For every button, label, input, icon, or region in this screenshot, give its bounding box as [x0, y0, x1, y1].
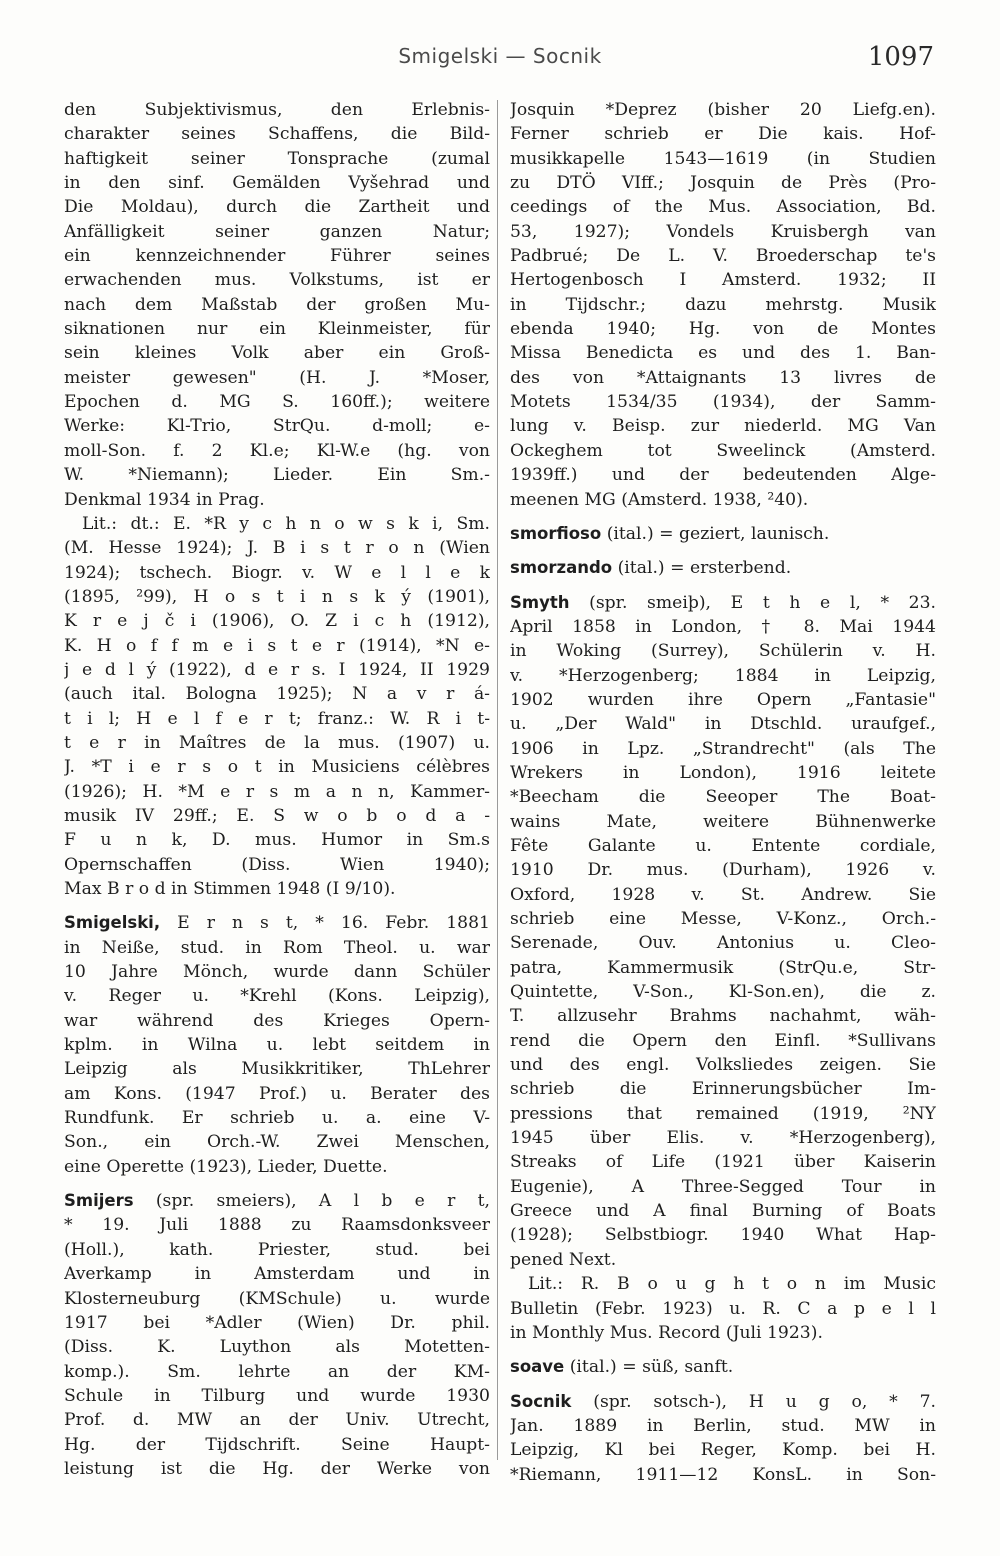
- line-text: (M. Hesse 1924); J. B i s t r o n (Wien: [64, 538, 490, 559]
- line-text: 1902 wurden ihre Opern „Fantasie": [510, 689, 936, 710]
- text-line: [510, 907, 936, 931]
- text-line: [64, 609, 490, 633]
- line-text: kplm. in Wilna u. lebt seitdem in: [64, 1035, 490, 1056]
- text-line: [510, 317, 936, 341]
- text-line: [510, 712, 936, 736]
- line-text: (spr. smeiers), A l b e r t,: [155, 1191, 490, 1212]
- line-text: 1906 in Lpz. „Strandrecht" (als The: [510, 738, 936, 759]
- line-text: t e r in Maîtres de la mus. (1907) u.: [64, 732, 490, 753]
- entry-headword: soave: [510, 1357, 565, 1377]
- text-line: [64, 877, 490, 901]
- line-text: 1945 über Elis. v. *Herzogenberg),: [510, 1128, 936, 1149]
- text-line: [510, 737, 936, 761]
- running-head: Smigelski — Socnik: [398, 44, 602, 68]
- text-line: [510, 1463, 936, 1487]
- text-line: [64, 1287, 490, 1311]
- text-line: [64, 1384, 490, 1408]
- text-line: [510, 414, 936, 438]
- text-line: [64, 1130, 490, 1154]
- line-text: Schule in Tilburg und wurde 1930: [64, 1385, 490, 1406]
- text-line: [510, 785, 936, 809]
- entry-headword: smorzando: [510, 558, 613, 578]
- line-text: haftigkeit seiner Tonsprache (zumal: [64, 148, 490, 169]
- line-text: in Neiße, stud. in Rom Theol. u. war: [64, 937, 490, 958]
- line-text: Greece und A final Burning of Boats: [510, 1201, 936, 1222]
- text-line: [64, 98, 490, 122]
- text-line: [64, 1262, 490, 1286]
- text-line: [510, 1414, 936, 1438]
- right-column: [510, 98, 936, 1518]
- line-text: April 1858 in London, † 8. Mai 1944: [510, 616, 936, 637]
- line-text: Anfälligkeit seiner ganzen Natur;: [64, 221, 490, 242]
- line-text: ebenda 1940; Hg. von de Montes: [510, 319, 936, 340]
- text-line: [510, 341, 936, 365]
- line-text: siknationen nur ein Kleinmeister, für: [64, 319, 490, 340]
- text-line: [64, 1009, 490, 1033]
- line-text: J. *T i e r s o t in Musiciens célèbres: [64, 757, 490, 778]
- line-text: Quintette, V-Son., Kl-Son.en), die z.: [510, 982, 936, 1003]
- line-text: (ital.) = geziert, launisch.: [606, 523, 830, 544]
- line-text: erwachenden mus. Volkstums, ist er: [64, 270, 490, 291]
- line-text: E r n s t, * 16. Febr. 1881: [177, 913, 490, 934]
- line-text: musikkapelle 1543—1619 (in Studien: [510, 148, 936, 169]
- entry-gap: [510, 512, 936, 522]
- text-line: [510, 268, 936, 292]
- text-line: [64, 293, 490, 317]
- line-text: Oxford, 1928 v. St. Andrew. Sie: [510, 884, 936, 905]
- line-text: Son., ein Orch.-W. Zwei Menschen,: [64, 1132, 490, 1153]
- text-line: [510, 244, 936, 268]
- line-text: eine Operette (1923), Lieder, Duette.: [64, 1156, 388, 1177]
- text-line: [64, 341, 490, 365]
- text-line: [510, 1004, 936, 1028]
- text-line: [510, 1053, 936, 1077]
- text-line: [64, 195, 490, 219]
- text-line: [64, 463, 490, 487]
- text-line: [510, 761, 936, 785]
- line-text: Fête Galante u. Entente cordiale,: [510, 835, 936, 856]
- line-text: Werke: Kl-Trio, StrQu. d-moll; e-: [64, 416, 490, 437]
- entry-gap: [510, 1345, 936, 1355]
- line-text: war während des Krieges Opern-: [64, 1010, 490, 1031]
- text-line: [510, 883, 936, 907]
- left-column: [64, 98, 490, 1518]
- line-text: musik IV 29ff.; E. S w o b o d a -: [64, 805, 490, 826]
- line-text: Ferner schrieb er Die kais. Hof-: [510, 124, 936, 145]
- entry-headword-line: [64, 1189, 490, 1213]
- text-line: [510, 1102, 936, 1126]
- line-text: nach dem Maßstab der großen Mu-: [64, 294, 490, 315]
- line-text: Hertogenbosch I Amsterd. 1932; II: [510, 270, 936, 291]
- line-text: Padbrué; De L. V. Broederschap te's: [510, 246, 936, 267]
- entry-gap: [64, 901, 490, 911]
- text-line: [64, 414, 490, 438]
- line-text: v. *Herzogenberg; 1884 in Leipzig,: [510, 665, 936, 686]
- text-line: [64, 317, 490, 341]
- entry-gap: [510, 546, 936, 556]
- text-line: [510, 1272, 936, 1296]
- text-line: [510, 195, 936, 219]
- text-line: [64, 853, 490, 877]
- text-line: [64, 1106, 490, 1130]
- entry-headword-line: [510, 1390, 936, 1414]
- text-line: [64, 122, 490, 146]
- line-text: in Tijdschr.; dazu mehrstg. Musik: [510, 294, 936, 315]
- text-line: [64, 1311, 490, 1335]
- line-text: pened Next.: [510, 1249, 617, 1270]
- line-text: Rundfunk. Er schrieb u. a. eine V-: [64, 1108, 490, 1129]
- text-line: [64, 780, 490, 804]
- line-text: Klosterneuburg (KMSchule) u. wurde: [64, 1288, 490, 1309]
- line-text: Hg. der Tijdschrift. Seine Haupt-: [64, 1434, 490, 1455]
- text-line: [510, 1175, 936, 1199]
- text-line: [510, 1248, 936, 1272]
- text-line: [64, 984, 490, 1008]
- line-text: (1926); H. *M e r s m a n n, Kammer-: [64, 781, 490, 802]
- text-line: [510, 1077, 936, 1101]
- text-line: [510, 956, 936, 980]
- text-line: [64, 147, 490, 171]
- line-text: 10 Jahre Mönch, wurde dann Schüler: [64, 962, 490, 983]
- text-line: [510, 439, 936, 463]
- line-text: (spr. sotsch-), H u g o, * 7.: [593, 1391, 936, 1412]
- line-text: K r e j č i (1906), O. Z i c h (1912),: [64, 611, 490, 632]
- text-line: [64, 512, 490, 536]
- line-text: Die Moldau), durch die Zartheit und: [64, 197, 490, 218]
- text-line: [510, 1126, 936, 1150]
- line-text: (1895, ²99), H o s t i n s k ý (1901),: [64, 586, 490, 607]
- text-line: [64, 707, 490, 731]
- entry-headword-line: [64, 911, 490, 935]
- text-line: [64, 268, 490, 292]
- line-text: Leipzig als Musikkritiker, ThLehrer: [64, 1059, 490, 1080]
- line-text: schrieb die Erinnerungsbücher Im-: [510, 1079, 936, 1100]
- text-line: [64, 755, 490, 779]
- line-text: ein kennzeichnender Führer seines: [64, 246, 490, 267]
- line-text: Bulletin (Febr. 1923) u. R. C a p e l l: [510, 1298, 936, 1319]
- line-text: * 19. Juli 1888 zu Raamsdonksveer: [64, 1215, 490, 1236]
- text-line: [64, 731, 490, 755]
- line-text: wains Mate, weitere Bühnenwerke: [510, 811, 936, 832]
- text-line: [510, 1223, 936, 1247]
- line-text: (Holl.), kath. Priester, stud. bei: [64, 1239, 490, 1260]
- text-line: [64, 1457, 490, 1481]
- entry-gap: [510, 581, 936, 591]
- line-text: (Diss. K. Luython als Motetten-: [64, 1337, 490, 1358]
- line-text: komp.). Sm. lehrte an der KM-: [64, 1361, 490, 1382]
- line-text: ceedings of the Mus. Association, Bd.: [510, 197, 936, 218]
- text-line: [64, 1033, 490, 1057]
- line-text: Epochen d. MG S. 160ff.); weitere: [64, 392, 490, 413]
- line-text: schrieb eine Messe, V-Konz., Orch.-: [510, 909, 936, 929]
- line-text: (ital.) = süß, sanft.: [569, 1357, 734, 1378]
- text-line: [64, 658, 490, 682]
- line-text: und des engl. Volksliedes zeigen. Sie: [510, 1055, 936, 1076]
- text-line: [64, 171, 490, 195]
- line-text: pressions that remained (1919, ²NY: [510, 1103, 936, 1124]
- entry-headword-line: [510, 522, 936, 546]
- line-text: Denkmal 1934 in Prag.: [64, 489, 265, 510]
- column-divider: [497, 100, 498, 1460]
- text-line: [510, 834, 936, 858]
- entry-gap: [64, 1179, 490, 1189]
- line-text: Missa Benedicta es und des 1. Ban-: [510, 343, 936, 364]
- text-line: [510, 931, 936, 955]
- line-text: Serenade, Ouv. Antonius u. Cleo-: [510, 933, 936, 954]
- line-text: u. „Der Wald" in Dtschld. uraufgef.,: [510, 714, 936, 735]
- text-line: [510, 390, 936, 414]
- line-text: Ockeghem tot Sweelinck (Amsterd.: [510, 440, 936, 461]
- text-line: [510, 615, 936, 639]
- line-text: Streaks of Life (1921 über Kaiserin: [510, 1152, 936, 1173]
- line-text: Eugenie), A Three-Segged Tour in: [510, 1176, 936, 1197]
- line-text: 1910 Dr. mus. (Durham), 1926 v.: [510, 860, 936, 881]
- text-line: [510, 366, 936, 390]
- line-text: Jan. 1889 in Berlin, stud. MW in: [510, 1415, 936, 1436]
- line-text: den Subjektivismus, den Erlebnis-: [64, 100, 490, 120]
- text-line: [64, 244, 490, 268]
- text-line: [64, 1155, 490, 1179]
- entry-headword-line: [510, 1355, 936, 1379]
- text-line: [510, 1321, 936, 1345]
- line-text: 1939ff.) und der bedeutenden Alge-: [510, 465, 936, 486]
- line-text: F u n k, D. mus. Humor in Sm.s: [64, 830, 490, 851]
- line-text: lung v. Beisp. zur niederld. MG Van: [510, 416, 936, 437]
- text-line: [64, 804, 490, 828]
- text-line: [64, 366, 490, 390]
- text-line: [510, 1150, 936, 1174]
- text-line: [64, 1238, 490, 1262]
- text-line: [510, 98, 936, 122]
- line-text: T. allzusehr Brahms nachahmt, wäh-: [510, 1006, 936, 1027]
- entry-headword: smorfioso: [510, 523, 602, 543]
- text-line: [64, 488, 490, 512]
- page-number: 1097: [867, 42, 934, 72]
- line-text: 1924); tschech. Biogr. v. W e l l e k: [64, 562, 490, 583]
- text-line: [64, 936, 490, 960]
- text-line: [510, 688, 936, 712]
- line-text: Lit.: R. B o u g h t o n im Music: [528, 1274, 936, 1295]
- line-text: charakter seines Schaffens, die Bild-: [64, 124, 490, 145]
- text-line: [510, 122, 936, 146]
- text-line: [64, 390, 490, 414]
- text-line: [510, 463, 936, 487]
- text-line: [64, 536, 490, 560]
- text-line: [510, 1438, 936, 1462]
- line-text: (spr. smeiþ), E t h e l, * 23.: [589, 592, 936, 613]
- text-line: [64, 1335, 490, 1359]
- text-line: [64, 439, 490, 463]
- text-line: [510, 810, 936, 834]
- page-header: [0, 38, 1000, 82]
- text-line: [510, 488, 936, 512]
- line-text: Max B r o d in Stimmen 1948 (I 9/10).: [64, 879, 396, 899]
- text-line: [64, 682, 490, 706]
- text-line: [64, 1433, 490, 1457]
- line-text: (auch ital. Bologna 1925); N a v r á-: [64, 684, 490, 705]
- text-line: [510, 1029, 936, 1053]
- entry-headword-line: [510, 591, 936, 615]
- line-text: K. H o f f m e i s t e r (1914), *N e-: [64, 635, 490, 656]
- entry-headword: Smigelski,: [64, 913, 161, 933]
- line-text: j e d l ý (1922), d e r s. I 1924, II 1929: [64, 659, 490, 680]
- text-line: [510, 220, 936, 244]
- line-text: moll-Son. f. 2 Kl.e; Kl-W.e (hg. von: [64, 440, 490, 461]
- line-text: des von *Attaignants 13 livres de: [510, 367, 936, 388]
- line-text: Prof. d. MW an der Univ. Utrecht,: [64, 1410, 490, 1431]
- text-line: [510, 639, 936, 663]
- text-line: [64, 1408, 490, 1432]
- entry-headword-line: [510, 556, 936, 580]
- text-line: [64, 220, 490, 244]
- line-text: in Woking (Surrey), Schülerin v. H.: [510, 641, 936, 662]
- line-text: meenen MG (Amsterd. 1938, ²40).: [510, 489, 809, 510]
- text-line: [64, 585, 490, 609]
- text-line: [510, 293, 936, 317]
- text-line: [510, 664, 936, 688]
- entry-headword: Smijers: [64, 1191, 134, 1211]
- text-line: [64, 960, 490, 984]
- text-line: [64, 561, 490, 585]
- text-line: [510, 858, 936, 882]
- entry-gap: [510, 1380, 936, 1390]
- line-text: *Riemann, 1911—12 KonsL. in Son-: [510, 1464, 936, 1485]
- text-line: [64, 1360, 490, 1384]
- line-text: Opernschaffen (Diss. Wien 1940);: [64, 854, 490, 875]
- line-text: Josquin *Deprez (bisher 20 Liefg.en).: [510, 100, 936, 120]
- text-line: [64, 634, 490, 658]
- text-line: [510, 1199, 936, 1223]
- line-text: Motets 1534/35 (1934), der Samm-: [510, 392, 936, 413]
- line-text: meister gewesen" (H. J. *Moser,: [64, 367, 490, 388]
- line-text: Wrekers in London), 1916 leitete: [510, 762, 936, 783]
- line-text: (ital.) = ersterbend.: [617, 558, 792, 579]
- text-line: [64, 828, 490, 852]
- line-text: rend die Opern den Einfl. *Sullivans: [510, 1030, 936, 1051]
- entry-headword: Smyth: [510, 592, 570, 612]
- text-line: [64, 1057, 490, 1081]
- line-text: *Beecham die Seeoper The Boat-: [510, 787, 936, 808]
- line-text: sein kleines Volk aber ein Groß-: [64, 343, 490, 364]
- line-text: patra, Kammermusik (StrQu.e, Str-: [510, 957, 936, 978]
- line-text: 53, 1927); Vondels Kruisbergh van: [510, 221, 936, 242]
- line-text: leistung ist die Hg. der Werke von: [64, 1458, 490, 1479]
- text-line: [510, 147, 936, 171]
- line-text: v. Reger u. *Krehl (Kons. Leipzig),: [64, 986, 490, 1007]
- line-text: t i l; H e l f e r t; franz.: W. R i t-: [64, 708, 490, 729]
- entry-headword: Socnik: [510, 1391, 572, 1411]
- line-text: Lit.: dt.: E. *R y c h n o w s k i, Sm.: [82, 513, 490, 534]
- line-text: Leipzig, Kl bei Reger, Komp. bei H.: [510, 1440, 936, 1461]
- line-text: am Kons. (1947 Prof.) u. Berater des: [64, 1083, 490, 1104]
- line-text: Averkamp in Amsterdam und in: [64, 1264, 490, 1285]
- line-text: in Monthly Mus. Record (Juli 1923).: [510, 1322, 823, 1343]
- line-text: 1917 bei *Adler (Wien) Dr. phil.: [64, 1312, 490, 1333]
- line-text: W. *Niemann); Lieder. Ein Sm.-: [64, 465, 490, 486]
- text-line: [510, 980, 936, 1004]
- text-line: [510, 1297, 936, 1321]
- text-line: [64, 1082, 490, 1106]
- text-line: [64, 1213, 490, 1237]
- text-line: [510, 171, 936, 195]
- line-text: in den sinf. Gemälden Vyšehrad und: [64, 173, 490, 194]
- line-text: zu DTÖ VIff.; Josquin de Près (Pro-: [510, 173, 936, 194]
- line-text: (1928); Selbstbiogr. 1940 What Hap-: [510, 1225, 936, 1246]
